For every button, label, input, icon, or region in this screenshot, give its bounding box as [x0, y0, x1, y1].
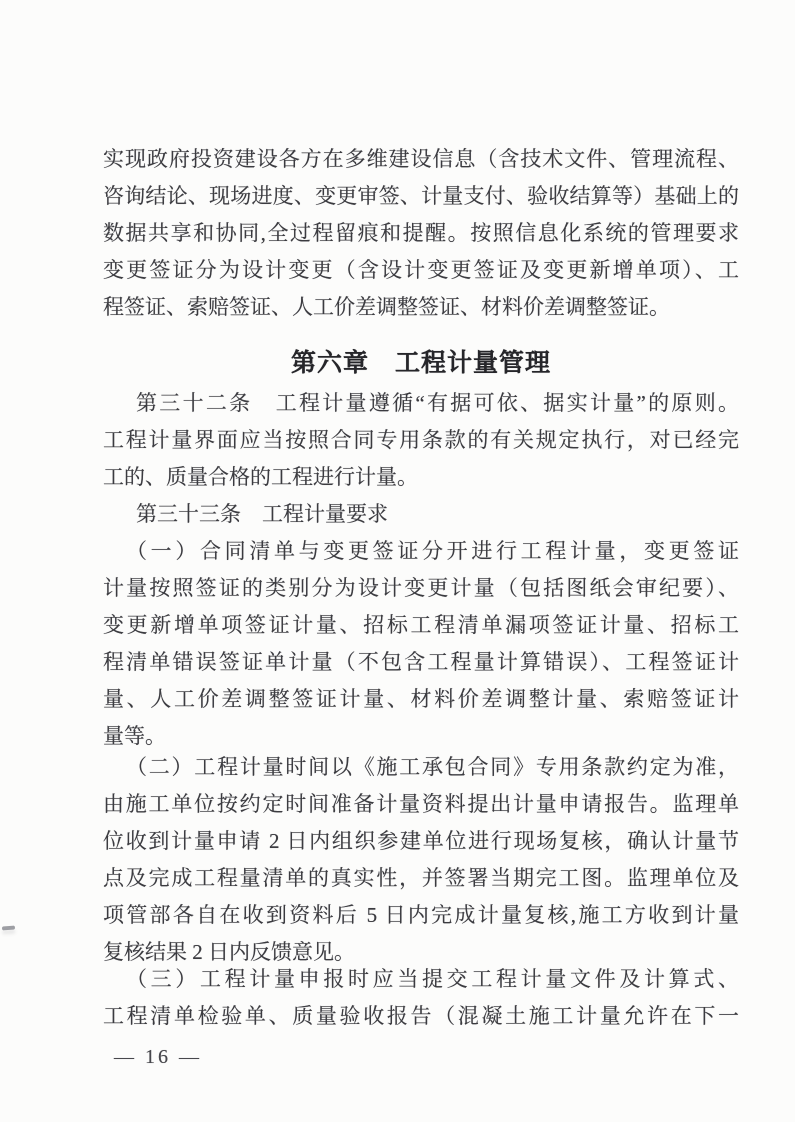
article-32-paragraph	[103, 385, 739, 496]
page-body	[103, 141, 739, 1035]
text-line: （一）合同清单与变更签证分开进行工程计量，变更签证	[126, 539, 739, 563]
text-line: 咨询结论、现场进度、变更审签、计量支付、验收结算等）基础上的	[103, 184, 739, 208]
article-33-item-1	[103, 533, 739, 755]
text-line: 工程计量界面应当按照合同专用条款的有关规定执行，对已经完	[103, 428, 739, 452]
article-33-item-2	[103, 749, 739, 971]
article-33-title	[103, 496, 739, 533]
text-line: （三）工程计量申报时应当提交工程计量文件及计算式、	[126, 967, 739, 991]
page-number: — 16 —	[114, 1046, 202, 1068]
text-line: 由施工单位按约定时间准备计量资料提出计量申请报告。监理单	[103, 792, 739, 816]
text-line: （二）工程计量时间以《施工承包合同》专用条款约定为准，	[126, 755, 739, 779]
text-line: 点及完成工程量清单的真实性，并签署当期完工图。监理单位及	[103, 866, 739, 890]
text-line: 程清单错误签证单计量（不包含工程量计算错误）、工程签证计	[103, 650, 739, 674]
text-line: 复核结果 2 日内反馈意见。	[103, 940, 355, 964]
article-33-item-3	[103, 961, 739, 1035]
text-line: 变更新增单项签证计量、招标工程清单漏项签证计量、招标工	[103, 613, 739, 637]
text-line: 工的、质量合格的工程进行计量。	[103, 465, 418, 489]
text-line: 量、人工价差调整签证计量、材料价差调整计量、索赔签证计	[103, 687, 739, 711]
text-line: 第三十二条 工程计量遵循“有据可依、据实计量”的原则。	[136, 391, 739, 415]
text-line: 变更签证分为设计变更（含设计变更签证及变更新增单项）、工	[103, 258, 739, 282]
text-line: 数据共享和协同,全过程留痕和提醒。按照信息化系统的管理要求	[103, 221, 739, 245]
text-line: 程签证、索赔签证、人工价差调整签证、材料价差调整签证。	[103, 295, 670, 319]
text-line: 实现政府投资建设各方在多维建设信息（含技术文件、管理流程、	[103, 147, 739, 171]
text-line: 量等。	[103, 724, 166, 748]
text-line: 计量按照签证的类别分为设计变更计量（包括图纸会审纪要）、	[103, 576, 739, 600]
text-line: 工程清单检验单、质量验收报告（混凝土施工计量允许在下一	[103, 1004, 739, 1028]
scan-artifact-dash	[2, 926, 15, 931]
intro-continuation-paragraph	[103, 141, 739, 326]
text-line: 第三十三条 工程计量要求	[136, 502, 388, 526]
text-line: 项管部各自在收到资料后 5 日内完成计量复核,施工方收到计量	[103, 903, 739, 927]
chapter-heading: 第六章 工程计量管理	[290, 350, 551, 377]
text-line: 位收到计量申请 2 日内组织参建单位进行现场复核，确认计量节	[103, 829, 739, 853]
